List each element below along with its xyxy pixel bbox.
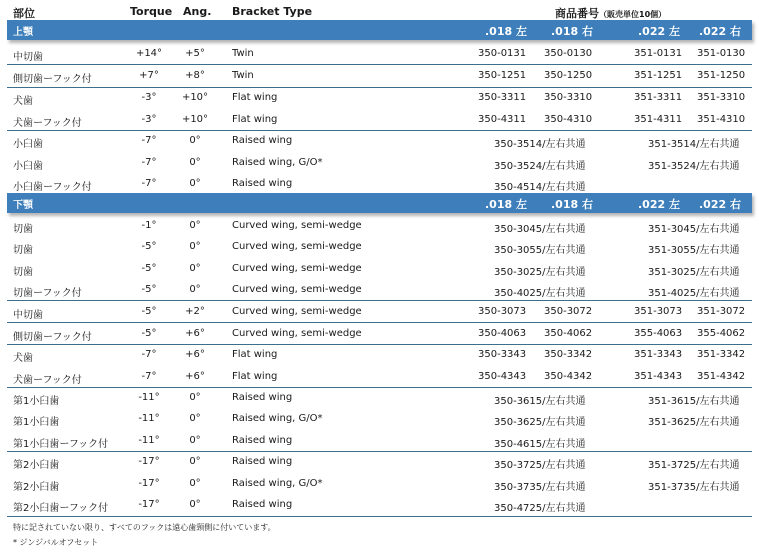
cell-ang: +6° (185, 349, 205, 360)
cell-type: Raised wing (232, 392, 293, 403)
cell-p1: 350-1251 (478, 70, 527, 81)
cell-shared-022: 351-3625/左右共通 (648, 417, 740, 428)
cell-p3: 351-0131 (634, 48, 683, 59)
cell-shared-018: 350-3725/左右共通 (494, 460, 586, 471)
cell-torque: -7° (141, 371, 157, 382)
cell-part: 切歯 (13, 245, 33, 256)
cell-ang: +6° (185, 371, 205, 382)
cell-type: Flat wing (232, 349, 278, 360)
cell-type: Curved wing, semi-wedge (232, 328, 362, 339)
header-ang: Ang. (183, 5, 212, 18)
cell-torque: -3° (141, 92, 157, 103)
cell-ang: +10° (181, 114, 209, 125)
cell-part: 犬歯 (13, 353, 33, 364)
cell-part: 中切歯 (13, 52, 43, 63)
cell-torque: -3° (141, 114, 157, 125)
cell-part: 犬歯ーフック付 (13, 118, 82, 129)
cell-p3: 351-1251 (634, 70, 683, 81)
cell-type: Raised wing, G/O* (232, 413, 323, 424)
cell-p4: 351-3072 (697, 306, 746, 317)
footnote-hooks: 特に記されていない限り、すべてのフックは遠心歯頸側に付いています。 (13, 523, 276, 532)
cell-type: Curved wing, semi-wedge (232, 306, 362, 317)
table-row (0, 152, 759, 173)
col-018-right: .018 右 (551, 25, 593, 38)
cell-type: Raised wing, G/O* (232, 157, 323, 168)
cell-ang: +8° (185, 70, 205, 81)
cell-part: 切歯ーフック付 (13, 288, 82, 299)
cell-type: Curved wing, semi-wedge (232, 284, 362, 295)
cell-shared-022: 351-3524/左右共通 (648, 161, 740, 172)
table-row (0, 430, 759, 451)
cell-torque: -5° (141, 263, 157, 274)
cell-p2: 350-4310 (544, 114, 593, 125)
cell-shared-018: 350-3045/左右共通 (494, 224, 586, 235)
cell-shared-018: 350-3025/左右共通 (494, 267, 586, 278)
section-bar-lower (7, 193, 752, 213)
cell-ang: +10° (181, 92, 209, 103)
header-part: 部位 (13, 7, 35, 20)
cell-p1: 350-4311 (478, 114, 527, 125)
table-row (0, 473, 759, 494)
cell-p3: 351-3343 (634, 349, 683, 360)
cell-ang: +2° (185, 306, 205, 317)
table-row (0, 215, 759, 236)
cell-shared-022: 351-3025/左右共通 (648, 267, 740, 278)
cell-torque: -11° (138, 435, 160, 446)
table-row (0, 387, 759, 408)
table-row (0, 87, 759, 108)
col-022-left: .022 左 (638, 25, 680, 38)
cell-torque: +14° (135, 48, 163, 59)
header-product-number (555, 5, 666, 21)
cell-p4: 351-1250 (697, 70, 746, 81)
table-row (0, 236, 759, 257)
cell-shared-018: 350-3055/左右共通 (494, 245, 586, 256)
cell-ang: 0° (189, 413, 201, 424)
table-row (0, 109, 759, 130)
cell-part: 中切歯 (13, 310, 43, 321)
cell-shared-022: 351-3615/左右共通 (648, 396, 740, 407)
cell-shared-022: 351-3735/左右共通 (648, 482, 740, 493)
cell-type: Raised wing, G/O* (232, 478, 323, 489)
col-018-left: .018 左 (485, 198, 527, 211)
cell-torque: -7° (141, 178, 157, 189)
sales-unit-label: （販売単位10個） (599, 10, 667, 19)
table-row (0, 366, 759, 387)
table-row (0, 451, 759, 472)
table-row (0, 173, 759, 194)
cell-torque: -17° (138, 478, 160, 489)
cell-p3: 351-3073 (634, 306, 683, 317)
cell-part: 第1小臼歯 (13, 396, 60, 407)
col-022-right: .022 右 (699, 25, 741, 38)
cell-part: 小臼歯 (13, 139, 43, 150)
cell-type: Twin (232, 48, 254, 59)
cell-shared-018: 350-3735/左右共通 (494, 482, 586, 493)
table-bottom-border (7, 516, 752, 517)
cell-shared-018: 350-4514/左右共通 (494, 182, 586, 193)
cell-ang: 0° (189, 263, 201, 274)
table-row (0, 65, 759, 86)
table-row (0, 344, 759, 365)
cell-torque: -11° (138, 413, 160, 424)
cell-p3: 351-4343 (634, 371, 683, 382)
table-row (0, 258, 759, 279)
cell-shared-022: 351-3055/左右共通 (648, 245, 740, 256)
table-row (0, 279, 759, 300)
table-row (0, 130, 759, 151)
cell-p4: 351-4310 (697, 114, 746, 125)
cell-p1: 350-3311 (478, 92, 527, 103)
cell-torque: -5° (141, 284, 157, 295)
cell-shared-022: 351-3045/左右共通 (648, 224, 740, 235)
cell-ang: 0° (189, 135, 201, 146)
table-row (0, 323, 759, 344)
footnote-gingival-offset: * ジンジバルオフセット (13, 538, 99, 547)
cell-shared-022: 351-4025/左右共通 (648, 288, 740, 299)
cell-part: 第1小臼歯ーフック付 (13, 439, 109, 450)
cell-torque: +7° (139, 70, 159, 81)
cell-type: Twin (232, 70, 254, 81)
cell-part: 切歯 (13, 267, 33, 278)
cell-torque: -7° (141, 349, 157, 360)
cell-shared-018: 350-4725/左右共通 (494, 503, 586, 514)
cell-p2: 350-3342 (544, 349, 593, 360)
cell-type: Curved wing, semi-wedge (232, 241, 362, 252)
cell-shared-018: 350-4025/左右共通 (494, 288, 586, 299)
cell-ang: 0° (189, 284, 201, 295)
cell-part: 小臼歯 (13, 161, 43, 172)
cell-shared-018: 350-3514/左右共通 (494, 139, 586, 150)
cell-part: 第2小臼歯 (13, 460, 60, 471)
col-018-left: .018 左 (485, 25, 527, 38)
table-row (0, 494, 759, 515)
header-torque: Torque (130, 5, 173, 18)
cell-p4: 355-4062 (697, 328, 746, 339)
section-label-lower: 下顎 (13, 200, 33, 211)
cell-ang: +6° (185, 328, 205, 339)
cell-p4: 351-3342 (697, 349, 746, 360)
cell-p2: 350-3072 (544, 306, 593, 317)
cell-torque: -5° (141, 306, 157, 317)
product-number-label: 商品番号 (555, 7, 599, 20)
cell-type: Raised wing (232, 499, 293, 510)
cell-type: Raised wing (232, 178, 293, 189)
cell-part: 犬歯 (13, 96, 33, 107)
cell-type: Raised wing (232, 435, 293, 446)
cell-part: 小臼歯ーフック付 (13, 182, 92, 193)
cell-p2: 350-3310 (544, 92, 593, 103)
cell-torque: -7° (141, 135, 157, 146)
cell-ang: 0° (189, 456, 201, 467)
cell-shared-022: 351-3514/左右共通 (648, 139, 740, 150)
cell-p1: 350-3073 (478, 306, 527, 317)
cell-ang: 0° (189, 435, 201, 446)
cell-torque: -17° (138, 499, 160, 510)
cell-ang: 0° (189, 499, 201, 510)
cell-p3: 351-3311 (634, 92, 683, 103)
cell-p1: 350-0131 (478, 48, 527, 59)
cell-shared-018: 350-3524/左右共通 (494, 161, 586, 172)
cell-type: Curved wing, semi-wedge (232, 220, 362, 231)
col-022-left: .022 左 (638, 198, 680, 211)
table-row (0, 408, 759, 429)
col-018-right: .018 右 (551, 198, 593, 211)
table-row (0, 301, 759, 322)
cell-type: Raised wing (232, 456, 293, 467)
cell-ang: 0° (189, 220, 201, 231)
cell-p2: 350-4342 (544, 371, 593, 382)
cell-p1: 350-4063 (478, 328, 527, 339)
cell-shared-018: 350-4615/左右共通 (494, 439, 586, 450)
cell-ang: 0° (189, 157, 201, 168)
cell-p2: 350-0130 (544, 48, 593, 59)
cell-torque: -11° (138, 392, 160, 403)
cell-part: 切歯 (13, 224, 33, 235)
cell-type: Flat wing (232, 371, 278, 382)
cell-ang: +5° (185, 48, 205, 59)
cell-p1: 350-4343 (478, 371, 527, 382)
col-022-right: .022 右 (699, 198, 741, 211)
cell-torque: -5° (141, 328, 157, 339)
cell-p2: 350-4062 (544, 328, 593, 339)
cell-p1: 350-3343 (478, 349, 527, 360)
section-bar-upper (7, 20, 752, 40)
cell-torque: -7° (141, 157, 157, 168)
cell-part: 側切歯ーフック付 (13, 332, 92, 343)
cell-shared-022: 351-3725/左右共通 (648, 460, 740, 471)
cell-ang: 0° (189, 178, 201, 189)
cell-part: 第2小臼歯 (13, 482, 60, 493)
cell-p3: 355-4063 (634, 328, 683, 339)
cell-p4: 351-0130 (697, 48, 746, 59)
cell-ang: 0° (189, 241, 201, 252)
cell-p4: 351-3310 (697, 92, 746, 103)
table-row (0, 43, 759, 64)
cell-type: Raised wing (232, 135, 293, 146)
cell-torque: -1° (141, 220, 157, 231)
section-label-upper: 上顎 (13, 27, 33, 38)
cell-type: Curved wing, semi-wedge (232, 263, 362, 274)
cell-ang: 0° (189, 392, 201, 403)
cell-part: 第2小臼歯ーフック付 (13, 503, 109, 514)
cell-torque: -5° (141, 241, 157, 252)
cell-p4: 351-4342 (697, 371, 746, 382)
cell-part: 側切歯ーフック付 (13, 74, 92, 85)
cell-part: 犬歯ーフック付 (13, 375, 82, 386)
cell-p2: 350-1250 (544, 70, 593, 81)
cell-shared-018: 350-3625/左右共通 (494, 417, 586, 428)
cell-type: Flat wing (232, 114, 278, 125)
cell-type: Flat wing (232, 92, 278, 103)
cell-part: 第1小臼歯 (13, 417, 60, 428)
cell-torque: -17° (138, 456, 160, 467)
header-bracket-type: Bracket Type (232, 5, 313, 18)
cell-shared-018: 350-3615/左右共通 (494, 396, 586, 407)
cell-ang: 0° (189, 478, 201, 489)
cell-p3: 351-4311 (634, 114, 683, 125)
